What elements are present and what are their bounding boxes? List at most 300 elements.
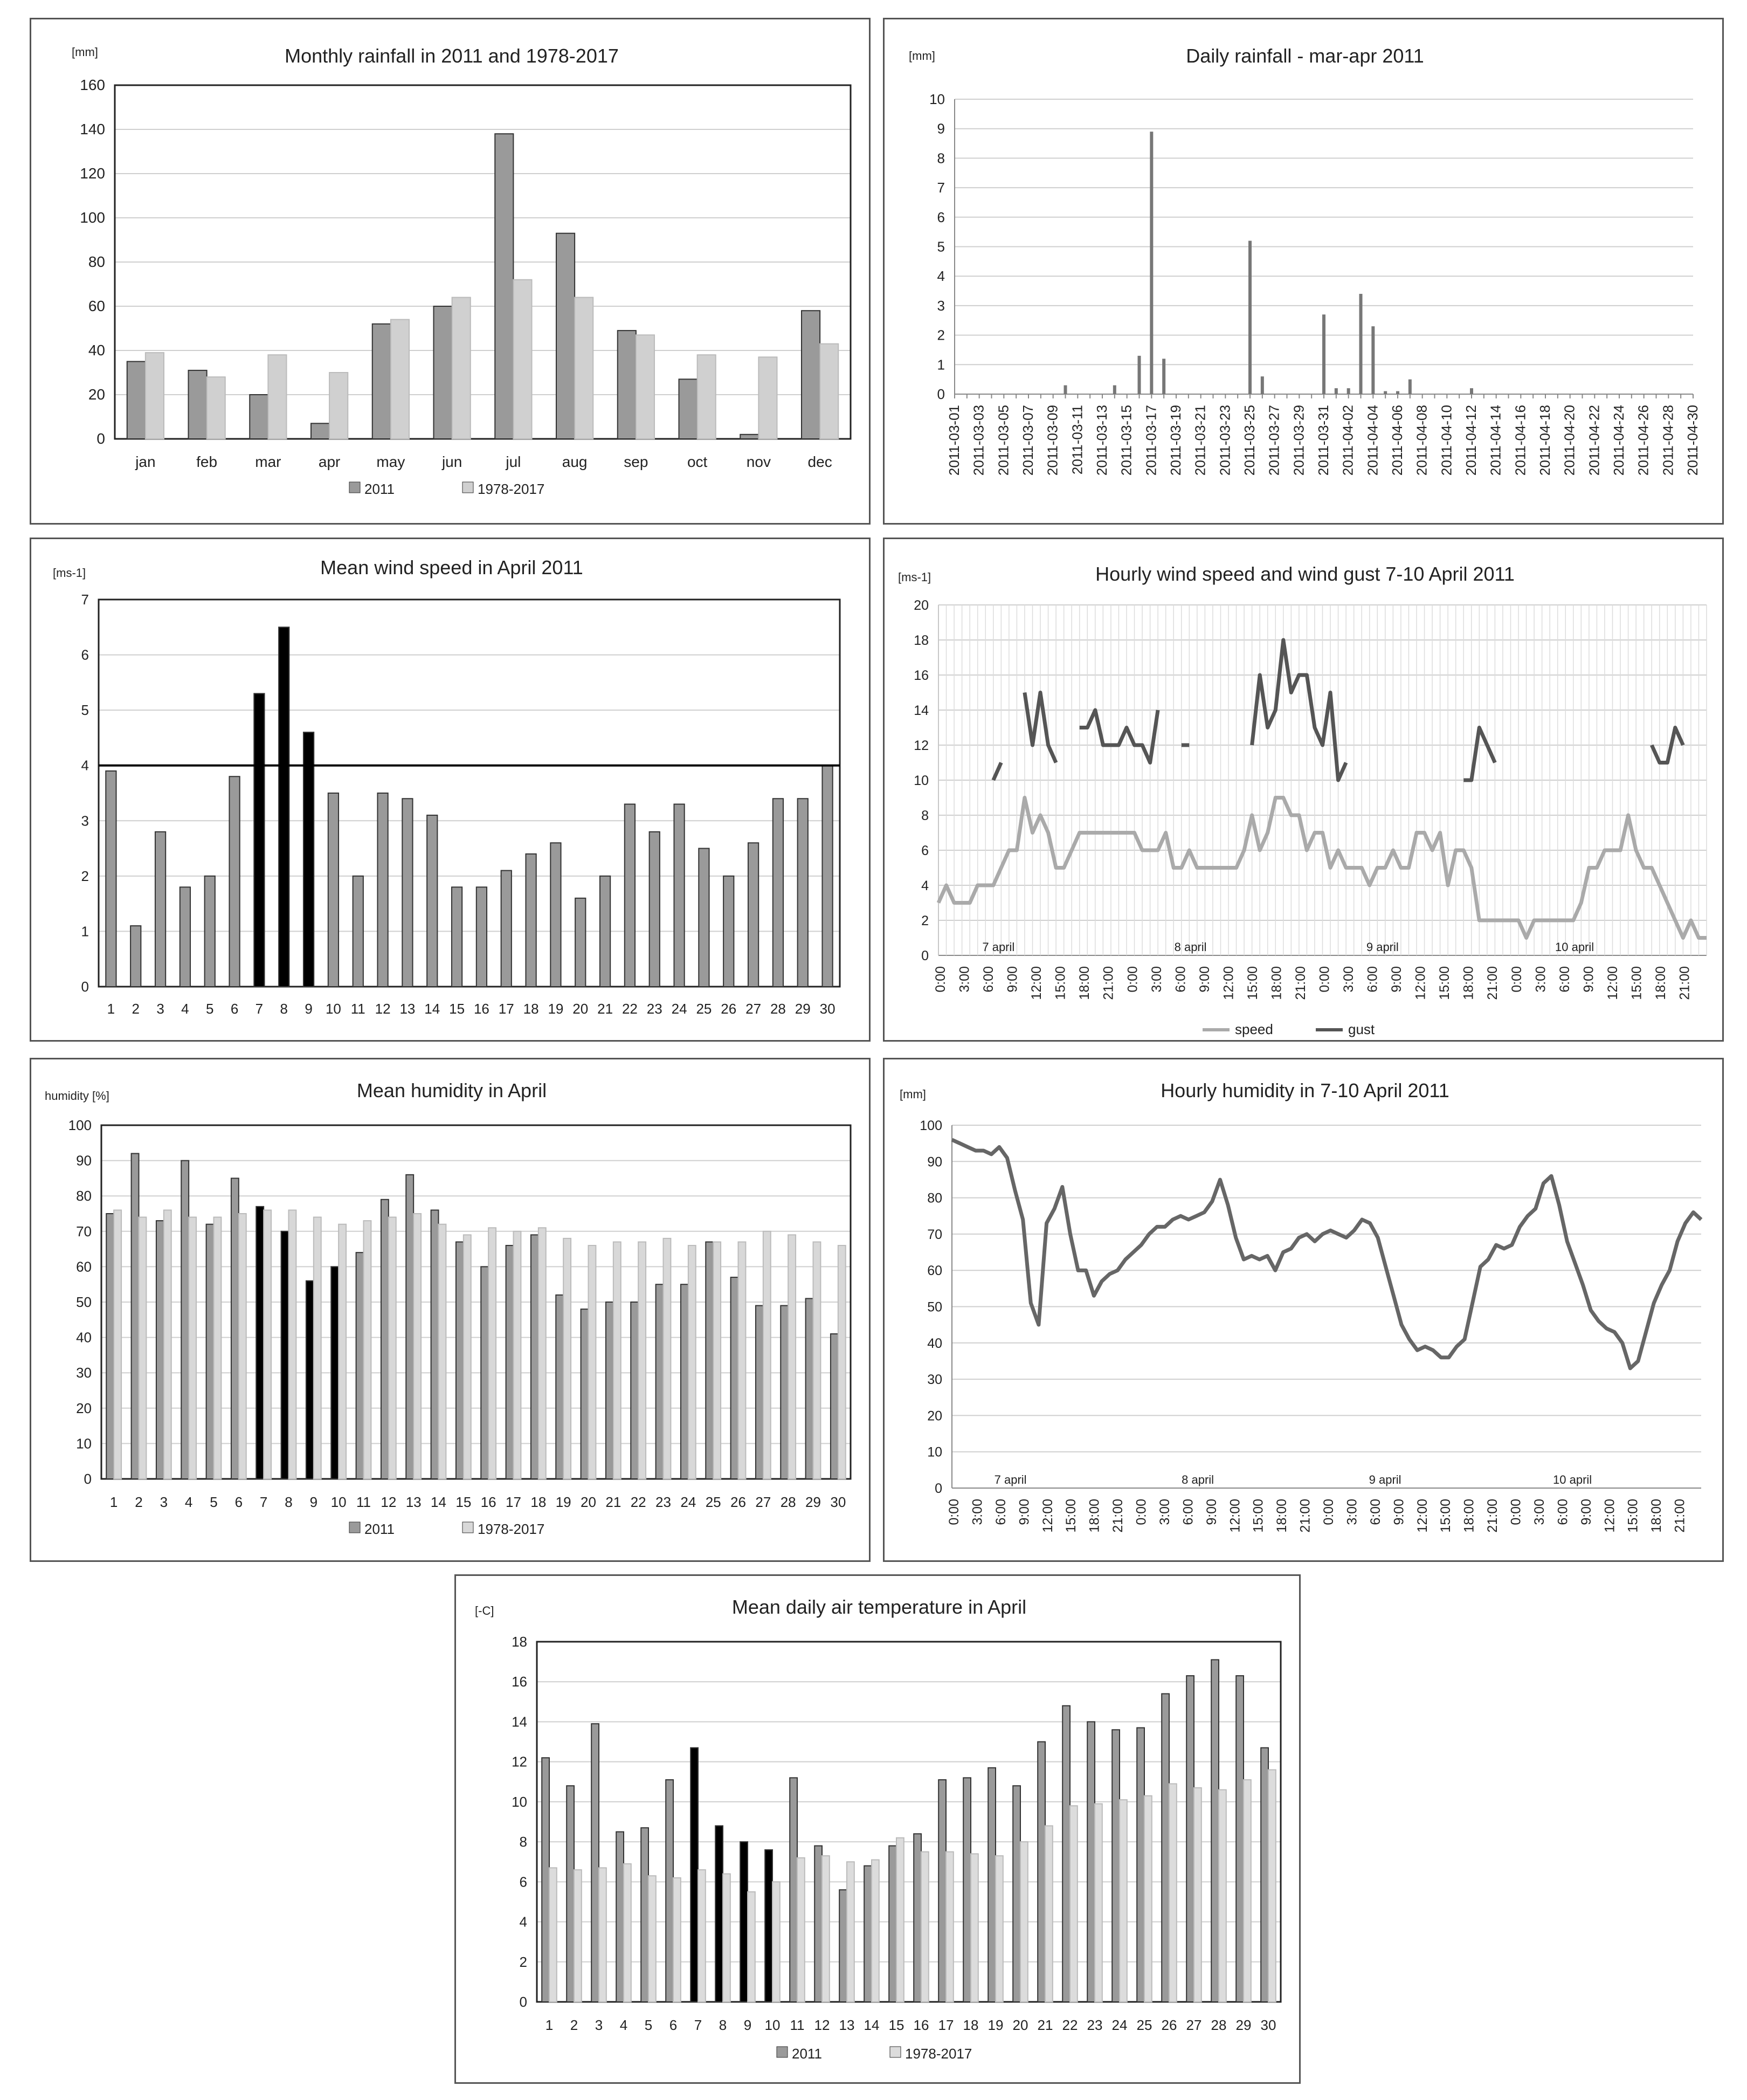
x-tick-label: feb [196, 453, 218, 470]
bar [1062, 1706, 1070, 2002]
y-tick-label: 40 [927, 1335, 942, 1351]
bar [1384, 391, 1387, 394]
x-tick-label: 2011-04-14 [1487, 405, 1504, 476]
bar [229, 776, 239, 987]
x-tick-label: dec [807, 453, 832, 470]
x-tick-label: 16 [480, 1494, 496, 1510]
bar [839, 1890, 847, 2002]
bar [413, 1214, 421, 1479]
x-tick-label: 25 [1136, 2017, 1152, 2033]
x-tick-label: 9:00 [1581, 966, 1597, 993]
y-tick-label: 10 [927, 1444, 942, 1460]
bar [1219, 1790, 1226, 2002]
bar [589, 1245, 596, 1479]
y-tick-label: 20 [88, 386, 105, 403]
bar [1137, 1728, 1144, 2002]
x-tick-label: 16 [473, 1001, 489, 1017]
bar [526, 854, 536, 987]
bar [631, 1302, 638, 1479]
y-tick-label: 2 [519, 1953, 527, 1970]
x-tick-label: 17 [506, 1494, 521, 1510]
y-tick-label: 120 [80, 165, 105, 182]
bar [1095, 1804, 1102, 2002]
bar [164, 1210, 171, 1479]
bar [303, 732, 314, 987]
day-label: 7 april [982, 940, 1015, 954]
bar [624, 1864, 631, 2002]
x-tick-label: jul [506, 453, 521, 470]
bar [1408, 380, 1412, 394]
x-tick-label: 2011-03-01 [946, 405, 962, 476]
y-tick-label: 0 [921, 948, 929, 963]
x-tick-label: 15:00 [1438, 1499, 1454, 1533]
bar [664, 1238, 671, 1479]
y-tick-label: 8 [937, 150, 945, 167]
bar [574, 1870, 582, 2002]
x-tick-label: may [376, 453, 405, 470]
x-tick-label: 18:00 [1461, 966, 1476, 1000]
chart-mean-wind-speed [31, 539, 872, 1043]
bar [946, 1852, 954, 2002]
bar [431, 1210, 439, 1479]
bar [306, 1281, 314, 1479]
x-tick-label: 21:00 [1485, 1499, 1501, 1533]
y-tick-label: 18 [914, 633, 929, 648]
x-tick-label: 13 [405, 1494, 422, 1510]
x-tick-label: 2011-04-08 [1413, 405, 1430, 476]
y-tick-label: 2 [921, 913, 929, 928]
bar [1162, 1693, 1169, 2002]
x-tick-label: 10 [764, 2017, 781, 2033]
y-tick-label: 4 [937, 268, 945, 285]
bar [666, 1780, 673, 2002]
x-tick-label: 2011-03-31 [1315, 405, 1331, 476]
y-tick-label: 7 [81, 591, 89, 608]
chart-title: Hourly wind speed and wind gust 7-10 April 2011 [1095, 563, 1515, 585]
x-tick-label: 8 [280, 1001, 288, 1017]
y-tick-label: 2 [937, 327, 945, 343]
panel-air-temperature [454, 1574, 1301, 2084]
x-tick-label: 4 [184, 1494, 193, 1510]
bar [636, 335, 654, 439]
bar [434, 306, 452, 439]
bar [563, 1238, 571, 1479]
bar [802, 311, 820, 439]
bar [538, 1228, 546, 1479]
x-tick-label: 13 [399, 1001, 416, 1017]
y-tick-label: 60 [88, 298, 105, 314]
x-tick-label: 2011-04-02 [1339, 405, 1356, 476]
x-tick-label: 0:00 [1134, 1499, 1149, 1525]
x-tick-label: 24 [671, 1001, 687, 1017]
bar [690, 1748, 698, 2002]
bar [575, 298, 593, 439]
x-tick-label: 2 [570, 2017, 578, 2033]
bar [1013, 1786, 1020, 2002]
y-axis-unit-label: humidity [%] [45, 1089, 109, 1103]
x-tick-label: 5 [644, 2017, 653, 2033]
bar [331, 1266, 339, 1479]
x-tick-label: 0:00 [1508, 1499, 1524, 1525]
y-tick-label: 20 [914, 598, 929, 613]
x-tick-label: 21:00 [1297, 1499, 1313, 1533]
x-tick-label: 4 [619, 2017, 628, 2033]
x-tick-label: 20 [572, 1001, 589, 1017]
y-tick-label: 0 [96, 430, 105, 447]
bar [648, 1876, 656, 2002]
x-tick-label: 3 [595, 2017, 603, 2033]
panel-monthly-rainfall [30, 18, 871, 525]
x-tick-label: 2011-03-19 [1168, 405, 1184, 476]
x-tick-label: 21:00 [1485, 966, 1501, 1000]
day-label: 8 april [1182, 1473, 1214, 1486]
bar [1248, 241, 1252, 394]
x-tick-label: 2 [135, 1494, 143, 1510]
bar [114, 1210, 121, 1479]
x-tick-label: 9 [309, 1494, 318, 1510]
bar [938, 1780, 946, 2002]
x-tick-label: 12 [814, 2017, 830, 2033]
bar [772, 1882, 780, 2002]
x-tick-label: 17 [498, 1001, 514, 1017]
x-tick-label: 2011-03-27 [1266, 405, 1282, 476]
y-tick-label: 6 [937, 209, 945, 225]
panel-daily-rainfall [883, 18, 1724, 525]
y-tick-label: 90 [76, 1152, 92, 1169]
chart-monthly-rainfall [31, 19, 872, 526]
x-tick-label: nov [746, 453, 771, 470]
y-tick-label: 30 [927, 1372, 942, 1388]
x-tick-label: 3:00 [970, 1499, 985, 1525]
bar [1112, 1730, 1120, 2002]
bar [618, 331, 636, 439]
bar [1038, 1742, 1045, 2002]
bar [389, 1217, 396, 1479]
x-tick-label: 9:00 [1389, 966, 1405, 993]
bar [650, 832, 660, 987]
day-label: 10 april [1555, 940, 1594, 954]
bar [599, 1868, 606, 2002]
x-tick-label: 2011-04-18 [1537, 405, 1553, 476]
x-tick-label: 2011-04-24 [1611, 405, 1627, 476]
x-tick-label: 9:00 [1578, 1499, 1594, 1525]
x-tick-label: 2011-04-04 [1364, 404, 1381, 476]
bar [748, 1892, 755, 2002]
x-tick-label: 28 [780, 1494, 796, 1510]
x-tick-label: 11 [356, 1494, 371, 1510]
y-tick-label: 6 [519, 1874, 527, 1890]
x-tick-label: 21:00 [1293, 966, 1308, 1000]
x-tick-label: 3:00 [1533, 966, 1549, 993]
bar [847, 1862, 854, 2002]
panel-hourly-humidity [883, 1058, 1724, 1562]
x-tick-label: oct [687, 453, 708, 470]
x-tick-label: 21 [1037, 2017, 1053, 2033]
bar [698, 355, 716, 439]
y-axis-unit-label: [ms-1] [53, 566, 86, 580]
bar [377, 793, 388, 987]
y-tick-label: 60 [76, 1258, 92, 1275]
y-tick-label: 10 [76, 1435, 92, 1452]
x-tick-label: 14 [431, 1494, 446, 1510]
bar [713, 1242, 721, 1479]
y-tick-label: 9 [937, 120, 945, 137]
bar [531, 1235, 538, 1479]
bar [988, 1768, 996, 2002]
x-tick-label: 5 [210, 1494, 218, 1510]
x-tick-label: 0:00 [1125, 966, 1141, 993]
bar [477, 887, 487, 987]
x-tick-label: 2011-04-10 [1438, 405, 1455, 476]
y-tick-label: 70 [927, 1227, 942, 1242]
bar [715, 1826, 723, 2002]
y-tick-label: 16 [914, 668, 929, 683]
x-tick-label: 6:00 [981, 966, 997, 993]
y-tick-label: 7 [937, 180, 945, 196]
x-tick-label: 2011-03-15 [1118, 405, 1135, 476]
bar [180, 887, 190, 987]
x-tick-label: 6 [669, 2017, 678, 2033]
x-tick-label: 2011-04-30 [1684, 405, 1701, 476]
x-tick-label: 26 [730, 1494, 746, 1510]
x-tick-label: 12:00 [1414, 1499, 1430, 1533]
bar [156, 1221, 164, 1479]
bar [314, 1217, 321, 1479]
y-tick-label: 6 [921, 843, 929, 858]
legend-swatch [890, 2047, 901, 2057]
y-tick-label: 0 [519, 1994, 527, 2010]
x-tick-label: 2011-04-06 [1389, 405, 1405, 476]
bar [452, 298, 471, 439]
x-tick-label: 18 [963, 2017, 979, 2033]
bar [1113, 385, 1116, 394]
y-tick-label: 4 [81, 757, 89, 774]
x-tick-label: 6:00 [1557, 966, 1572, 993]
x-tick-label: 26 [721, 1001, 737, 1017]
x-tick-label: 28 [770, 1001, 786, 1017]
x-tick-label: 7 [694, 2017, 702, 2033]
legend-swatch [349, 482, 360, 493]
bar [616, 1832, 624, 2002]
legend-label: 2011 [792, 2046, 822, 2062]
x-tick-label: 6:00 [1173, 966, 1189, 993]
y-tick-label: 5 [937, 238, 945, 255]
bar [1347, 388, 1350, 394]
legend-label: 1978-2017 [478, 481, 545, 497]
bar [506, 1245, 514, 1479]
bar [698, 1870, 706, 2002]
chart-title: Mean wind speed in April 2011 [320, 556, 583, 579]
bar [831, 1334, 838, 1479]
x-tick-label: 11 [790, 2017, 805, 2033]
legend-label: gust [1348, 1021, 1375, 1037]
bar [813, 1242, 821, 1479]
bar [556, 1295, 563, 1479]
bar [130, 926, 141, 987]
x-tick-label: 18:00 [1077, 966, 1093, 1000]
bar [139, 1217, 147, 1479]
y-tick-label: 14 [914, 703, 929, 718]
x-tick-label: 2011-04-28 [1660, 405, 1676, 476]
y-axis-unit-label: [mm] [900, 1087, 926, 1101]
x-tick-label: 15:00 [1625, 1499, 1641, 1533]
x-tick-label: 30 [830, 1494, 846, 1510]
x-tick-label: 20 [1012, 2017, 1028, 2033]
x-tick-label: 0:00 [1321, 1499, 1336, 1525]
x-tick-label: 12 [381, 1494, 397, 1510]
y-tick-label: 10 [929, 91, 945, 107]
bar [488, 1228, 496, 1479]
x-tick-label: 12:00 [1413, 966, 1428, 1000]
y-tick-label: 80 [927, 1190, 942, 1206]
bar [1144, 1796, 1152, 2002]
x-tick-label: 12:00 [1040, 1499, 1055, 1533]
bar [738, 1242, 746, 1479]
bar [1020, 1842, 1028, 2002]
bar [575, 898, 585, 987]
bar [189, 1217, 196, 1479]
y-tick-label: 4 [921, 878, 929, 893]
x-tick-label: 15:00 [1437, 966, 1453, 1000]
x-tick-label: 6:00 [1365, 966, 1380, 993]
chart-hourly-wind [885, 539, 1725, 1043]
bar [550, 843, 561, 987]
y-tick-label: 80 [88, 253, 105, 270]
bar [189, 370, 207, 439]
bar [914, 1834, 921, 2002]
x-tick-label: sep [624, 453, 648, 470]
x-tick-label: 21 [597, 1001, 613, 1017]
bar [372, 324, 391, 439]
bar [464, 1235, 471, 1479]
bar [1087, 1722, 1095, 2002]
y-tick-label: 10 [914, 773, 929, 788]
bar [864, 1866, 872, 2002]
x-tick-label: 12:00 [1227, 1499, 1243, 1533]
bar [1138, 356, 1141, 394]
bar [896, 1838, 904, 2002]
day-label: 9 april [1369, 1473, 1401, 1486]
y-axis-unit-label: [ms-1] [898, 570, 931, 584]
x-tick-label: 8 [285, 1494, 293, 1510]
chart-daily-rainfall [885, 19, 1725, 526]
x-tick-label: 12:00 [1029, 966, 1045, 1000]
x-tick-label: 1 [107, 1001, 115, 1017]
y-tick-label: 8 [921, 808, 929, 823]
bar [820, 344, 838, 439]
bar [501, 871, 512, 987]
x-tick-label: 3:00 [957, 966, 972, 993]
bar [606, 1302, 613, 1479]
x-tick-label: 21:00 [1101, 966, 1116, 1000]
bar [781, 1306, 788, 1479]
bar [1194, 1788, 1202, 2002]
bar [625, 804, 635, 987]
x-tick-label: 26 [1161, 2017, 1177, 2033]
bar [155, 832, 165, 987]
bar [254, 693, 264, 987]
bar [481, 1266, 488, 1479]
bar [1261, 1748, 1268, 2002]
bar [1244, 1780, 1251, 2002]
bar [679, 379, 698, 439]
bar [279, 627, 289, 987]
bar [706, 1242, 713, 1479]
x-tick-label: 29 [805, 1494, 821, 1510]
y-tick-label: 0 [937, 386, 945, 402]
y-tick-label: 10 [512, 1793, 527, 1810]
x-tick-label: 2011-04-20 [1561, 405, 1578, 476]
bar [556, 233, 575, 439]
x-tick-label: 15:00 [1064, 1499, 1079, 1533]
bar [1211, 1660, 1219, 2002]
bar [339, 1224, 346, 1479]
bar [513, 280, 531, 439]
bar [765, 1850, 772, 2002]
bar [740, 1842, 748, 2002]
y-tick-label: 0 [84, 1471, 92, 1487]
x-tick-label: 9:00 [1391, 1499, 1407, 1525]
bar [329, 373, 348, 439]
y-tick-label: 20 [76, 1400, 92, 1416]
bar [452, 887, 462, 987]
x-tick-label: 29 [1235, 2017, 1252, 2033]
chart-hourly-humidity [885, 1059, 1725, 1564]
x-tick-label: 21:00 [1672, 1499, 1688, 1533]
y-tick-label: 30 [76, 1365, 92, 1381]
y-tick-label: 50 [927, 1299, 942, 1315]
x-tick-label: 12 [375, 1001, 391, 1017]
bar [674, 804, 684, 987]
bar [1236, 1676, 1244, 2002]
x-tick-label: 9:00 [1017, 1499, 1032, 1525]
x-tick-label: mar [255, 453, 281, 470]
x-tick-label: 15:00 [1053, 966, 1068, 1000]
bar [838, 1245, 846, 1479]
series-line-gust [993, 763, 1002, 781]
bar [656, 1284, 664, 1479]
x-tick-label: 15:00 [1245, 966, 1260, 1000]
y-tick-label: 12 [512, 1753, 527, 1770]
y-tick-label: 2 [81, 867, 89, 884]
x-tick-label: 21:00 [1110, 1499, 1126, 1533]
day-label: 8 april [1174, 940, 1207, 954]
y-tick-label: 160 [80, 77, 105, 93]
bar [763, 1231, 771, 1479]
x-tick-label: 12:00 [1221, 966, 1237, 1000]
x-tick-label: 6 [234, 1494, 243, 1510]
bar [231, 1178, 239, 1479]
bar [207, 377, 225, 439]
y-tick-label: 0 [935, 1481, 942, 1496]
chart-air-temperature [456, 1576, 1302, 2085]
y-tick-label: 12 [914, 738, 929, 753]
y-tick-label: 1 [937, 356, 945, 373]
x-tick-label: 27 [745, 1001, 762, 1017]
x-tick-label: 3:00 [1149, 966, 1164, 993]
x-tick-label: 18:00 [1274, 1499, 1290, 1533]
bar [1120, 1800, 1127, 2002]
x-tick-label: 19 [988, 2017, 1004, 2033]
x-tick-label: 24 [680, 1494, 696, 1510]
bar [495, 134, 513, 439]
bar [1150, 132, 1153, 394]
y-tick-label: 50 [76, 1294, 92, 1310]
bar [822, 1856, 830, 2002]
bar [641, 1828, 648, 2002]
y-tick-label: 100 [68, 1117, 92, 1133]
bar [132, 1153, 139, 1479]
